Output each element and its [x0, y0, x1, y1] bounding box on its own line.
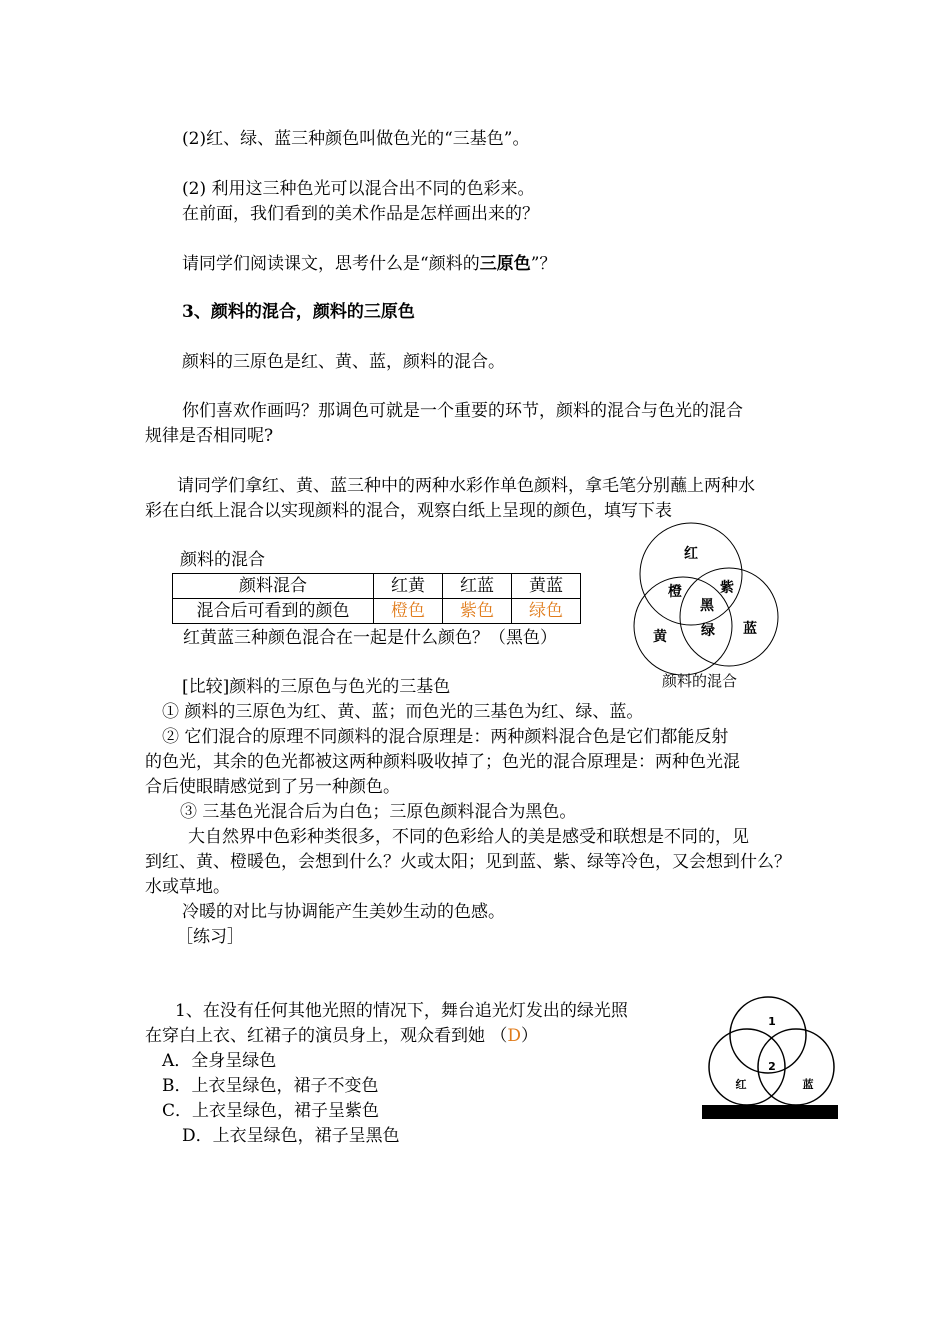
- label-light-red: 红: [735, 1078, 747, 1091]
- label-2: 2: [768, 1060, 776, 1073]
- table-cell: 混合后可看到的颜色: [173, 599, 374, 624]
- paragraph-experiment-line2: 彩在白纸上混合以实现颜料的混合，观察白纸上呈现的颜色，填写下表: [145, 501, 672, 521]
- compare-item-2-line3: 合后使眼睛感觉到了另一种颜色。: [145, 777, 400, 797]
- label-purple: 紫: [720, 580, 734, 596]
- label-light-blue: 蓝: [802, 1078, 814, 1091]
- paragraph-read-suffix: ”？: [530, 254, 557, 274]
- question1-close: ）: [521, 1026, 539, 1046]
- option-a: A．全身呈绿色: [162, 1051, 277, 1071]
- label-black: 黑: [700, 598, 714, 614]
- paragraph-question-artwork: 在前面，我们看到的美术作品是怎样画出来的？: [182, 204, 539, 224]
- table-row: [173, 599, 581, 624]
- label-blue: 蓝: [743, 621, 757, 637]
- table-cell-answer: 绿色: [512, 599, 581, 624]
- paragraph-read-bold: 三原色: [479, 254, 531, 274]
- paragraph-read-prefix: 请同学们阅读课文，思考什么是“颜料的: [182, 254, 480, 274]
- label-green: 绿: [701, 623, 715, 639]
- circle-yellow: [634, 577, 732, 675]
- option-c: C．上衣呈绿色，裙子呈紫色: [162, 1101, 380, 1121]
- table-question: 红黄蓝三种颜色混合在一起是什么颜色？（黑色）: [183, 628, 557, 648]
- compare-item-1: ① 颜料的三原色为红、黄、蓝；而色光的三基色为红、绿、蓝。: [162, 702, 644, 722]
- table-header-cell: 红黄: [374, 574, 443, 599]
- nature-line1: 大自然界中色彩种类很多，不同的色彩给人的美是感受和联想是不同的，见: [188, 827, 749, 847]
- paragraph-mix-light: (2) 利用这三种色光可以混合出不同的色彩来。: [182, 179, 535, 199]
- label-1: 1: [768, 1015, 776, 1028]
- pigment-mix-diagram: [625, 520, 785, 670]
- question1-answer: D: [507, 1026, 522, 1046]
- nature-line3: 水或草地。: [145, 877, 230, 897]
- pigment-mix-table: [172, 573, 581, 624]
- option-d: D．上衣呈绿色，裙子呈黑色: [182, 1126, 400, 1146]
- question1-line1: 1、在没有任何其他光照的情况下，舞台追光灯发出的绿光照: [175, 1001, 628, 1021]
- table-header-cell: 红蓝: [443, 574, 512, 599]
- label-yellow: 黄: [653, 629, 667, 645]
- diagram-caption: 颜料的混合: [662, 672, 738, 690]
- stage-floor: [702, 1105, 838, 1119]
- compare-item-3: ③ 三基色光混合后为白色；三原色颜料混合为黑色。: [180, 802, 577, 822]
- nature-line2: 到红、黄、橙暖色，会想到什么？火或太阳；见到蓝、紫、绿等冷色，又会想到什么？: [145, 852, 791, 872]
- circle-red: [640, 523, 742, 625]
- label-orange: 橙: [668, 584, 682, 600]
- paragraph-painting-line2: 规律是否相同呢?: [145, 426, 274, 446]
- table-header-cell: 颜料混合: [173, 574, 374, 599]
- section-heading-3: 3、颜料的混合，颜料的三原色: [182, 302, 415, 322]
- compare-title: [比较]颜料的三原色与色光的三基色: [182, 677, 451, 697]
- option-b: B．上衣呈绿色，裙子不变色: [162, 1076, 379, 1096]
- compare-item-2-line2: 的色光，其余的色光都被这两种颜料吸收掉了；色光的混合原理是：两种色光混: [145, 752, 740, 772]
- paragraph-read-text: [182, 253, 556, 275]
- label-red: 红: [684, 546, 698, 562]
- paragraph-experiment-line1: 请同学们拿红、黄、蓝三种中的两种水彩作单色颜料，拿毛笔分别蘸上两种水: [177, 476, 755, 496]
- practice-heading: ［练习］: [176, 927, 244, 947]
- paragraph-painting-line1: 你们喜欢作画吗？那调色可就是一个重要的环节，颜料的混合与色光的混合: [182, 401, 743, 421]
- question1-stem: 在穿白上衣、红裙子的演员身上，观众看到她 （: [145, 1026, 508, 1046]
- table-caption: 颜料的混合: [180, 550, 265, 570]
- contrast-text: 冷暖的对比与协调能产生美妙生动的色感。: [182, 902, 505, 922]
- table-cell-answer: 紫色: [443, 599, 512, 624]
- table-header-cell: 黄蓝: [512, 574, 581, 599]
- table-cell-answer: 橙色: [374, 599, 443, 624]
- paragraph-three-primaries-light: (2)红、绿、蓝三种颜色叫做色光的“三基色”。: [182, 129, 530, 149]
- question1-line2: [145, 1025, 538, 1047]
- table-header-row: [173, 574, 581, 599]
- paragraph-pigment-primaries: 颜料的三原色是红、黄、蓝，颜料的混合。: [182, 352, 505, 372]
- stage-light-diagram: [700, 995, 840, 1125]
- compare-item-2-line1: ② 它们混合的原理不同颜料的混合原理是：两种颜料混合色是它们都能反射: [162, 727, 729, 747]
